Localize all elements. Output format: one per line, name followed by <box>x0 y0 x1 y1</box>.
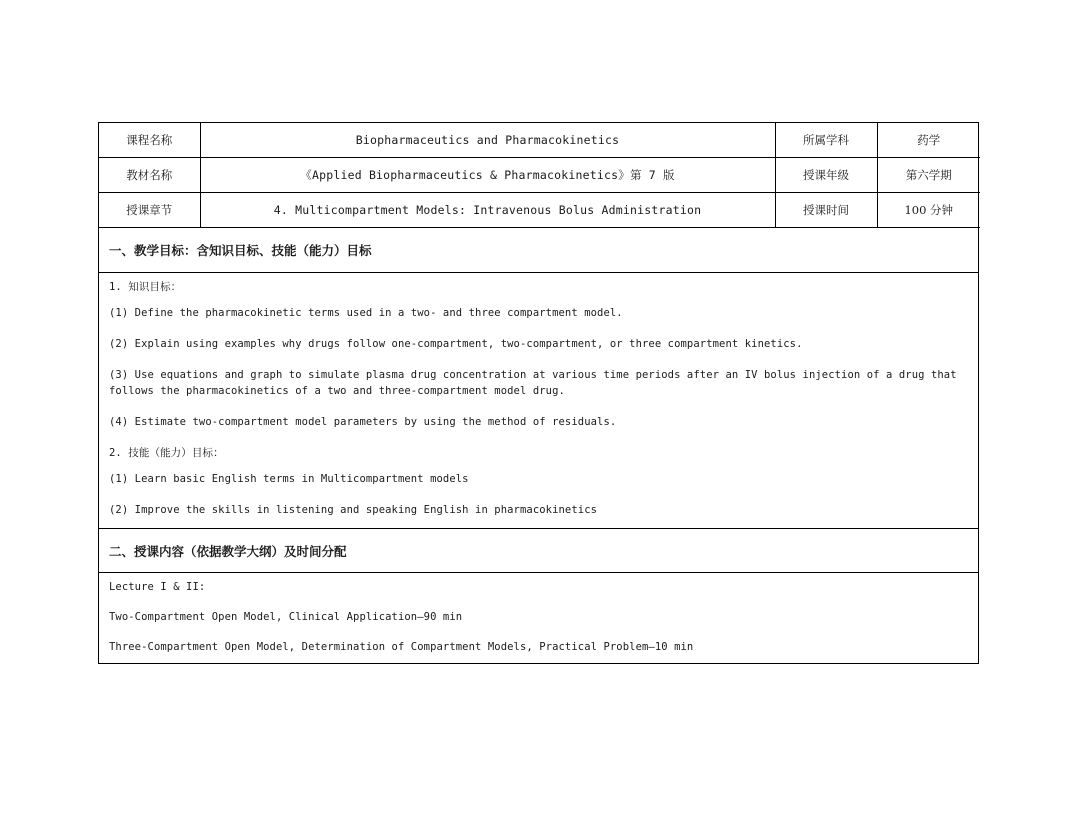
grade-value: 第六学期 <box>877 158 980 193</box>
objectives-body <box>99 273 978 528</box>
course-name-value: Biopharmaceutics and Pharmacokinetics <box>200 123 775 158</box>
objective-item: (1) Define the pharmacokinetic terms used in a two- and three compartment model. <box>109 307 623 319</box>
duration-value: 100 分钟 <box>877 193 980 228</box>
content-item: Three-Compartment Open Model, Determination of Compartment Models, Practical Problem—10 min <box>109 641 694 653</box>
objectives-heading: 一、教学目标：含知识目标、技能（能力）目标 <box>99 228 978 273</box>
discipline-value: 药学 <box>877 123 980 158</box>
course-name-row <box>99 123 980 158</box>
knowledge-objectives-title: 1. 知识目标： <box>109 281 182 293</box>
discipline-label: 所属学科 <box>775 123 877 158</box>
textbook-row <box>99 158 980 193</box>
objective-item: (4) Estimate two-compartment model parameters by using the method of residuals. <box>109 416 617 428</box>
content-heading: 二、授课内容（依据教学大纲）及时间分配 <box>99 528 978 573</box>
content-item: Two-Compartment Open Model, Clinical Application—90 min <box>109 611 463 623</box>
skill-objectives-title: 2. 技能（能力）目标： <box>109 447 224 459</box>
course-name-label: 课程名称 <box>99 123 200 158</box>
chapter-label: 授课章节 <box>99 193 200 228</box>
skill-item: (1) Learn basic English terms in Multicompartment models <box>109 473 469 485</box>
chapter-row <box>99 193 980 228</box>
objective-item: (3) Use equations and graph to simulate plasma drug concentration at various time periods after an IV bolus injection of a drug that follows the pharmacokinetics of a two and three-compartment model drug. <box>109 369 964 397</box>
textbook-value: 《Applied Biopharmaceutics & Pharmacokinetics》第 7 版 <box>200 158 775 193</box>
textbook-label: 教材名称 <box>99 158 200 193</box>
chapter-value: 4. Multicompartment Models: Intravenous Bolus Administration <box>200 193 775 228</box>
duration-label: 授课时间 <box>775 193 877 228</box>
objective-item: (2) Explain using examples why drugs follow one-compartment, two-compartment, or three compartment kinetics. <box>109 338 803 350</box>
content-body <box>99 573 978 663</box>
course-info-table <box>99 123 980 228</box>
skill-item: (2) Improve the skills in listening and speaking English in pharmacokinetics <box>109 504 598 516</box>
grade-label: 授课年级 <box>775 158 877 193</box>
lesson-plan-sheet <box>98 122 979 664</box>
lecture-title: Lecture I & II: <box>109 581 206 593</box>
